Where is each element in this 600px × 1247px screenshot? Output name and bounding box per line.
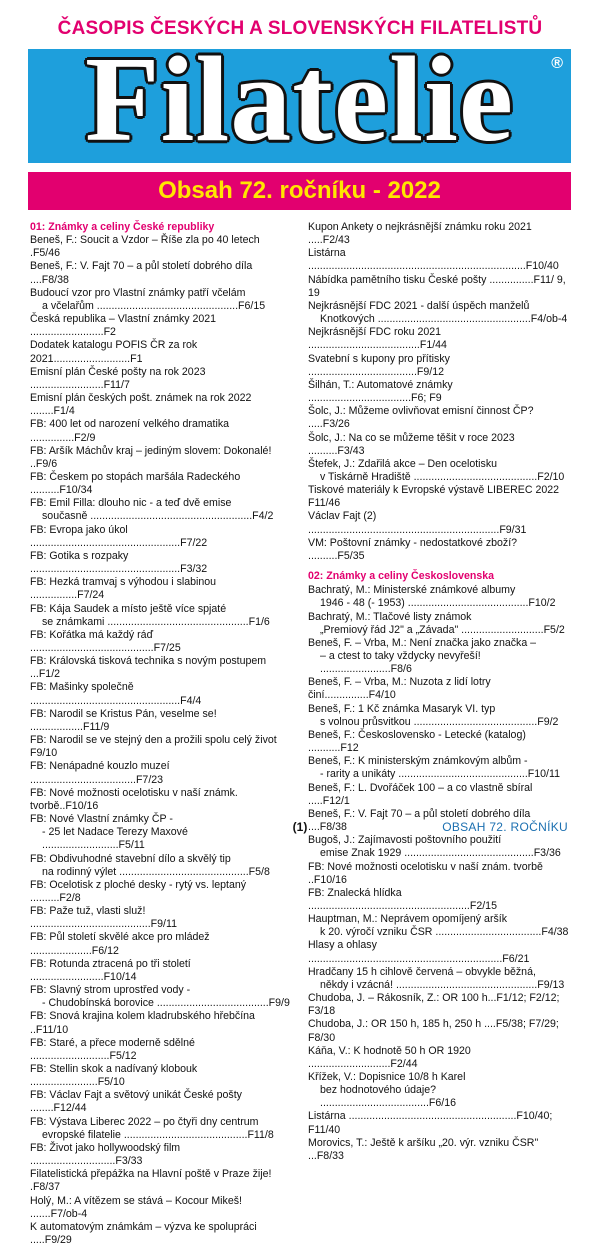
entry-continuation: evropské filatelie ..........................................F11/8 <box>42 1128 274 1141</box>
right-entries-b <box>308 584 571 1163</box>
entry-line: Emisní plán českých pošt. známek na rok 2022 ........F1/4 <box>30 392 252 418</box>
entry-line: Beneš, F. – Vrba, M.: Není značka jako značka – <box>308 636 537 649</box>
toc-entry <box>30 655 292 681</box>
toc-entry <box>30 497 292 523</box>
entry-line: Šilhán, T.: Automatové známky ...................................F6; F9 <box>308 378 453 405</box>
toc-entry <box>30 418 292 444</box>
entry-line: Bachratý, M.: Ministerské známkové albumy <box>308 584 516 597</box>
toc-entry <box>30 1142 292 1168</box>
toc-entry <box>308 1110 571 1136</box>
entry-line: Morovics, T.: Ještě k aršíku „20. výr. vzniku ČSR" ...F8/33 <box>308 1136 539 1162</box>
entry-line: Beneš, F.: L. Dvořáček 100 – a co vlastně sbíral .....F12/1 <box>308 781 533 807</box>
toc-entry <box>30 1063 292 1089</box>
section-heading: 02: Známky a celiny Československa <box>308 570 495 583</box>
toc-entry <box>30 260 292 286</box>
magazine-supertitle: ČASOPIS ČESKÝCH A SLOVENSKÝCH FILATELISTŮ <box>57 18 543 39</box>
toc-entry <box>30 958 292 984</box>
toc-entry <box>30 984 292 1010</box>
toc-entry <box>308 966 571 992</box>
section-heading: 01: Známky a celiny České republiky <box>30 221 215 233</box>
toc-entry <box>308 887 571 913</box>
entry-line: Tiskové materiály k Evropské výstavě LIBEREC 2022 F11/46 <box>308 484 560 510</box>
right-entries-a <box>308 221 571 563</box>
toc-entry <box>308 1045 571 1071</box>
toc-entry <box>30 392 292 418</box>
toc-entry <box>308 782 571 808</box>
toc-entry <box>308 1137 571 1163</box>
toc-entry <box>30 760 292 786</box>
toc-entry <box>308 992 571 1018</box>
entry-continuation: současně .......................................................F4/2 <box>42 510 274 523</box>
entry-line: FB: Gotika s rozpaky ...................................................F3/32 <box>30 549 208 576</box>
entry-line: Hlasy a ohlasy ..................................................................F6/21 <box>308 939 530 965</box>
entry-line: FB: 400 let od narození velkého dramatika ...............F2/9 <box>30 418 230 444</box>
entry-line: Chudoba, J.: OR 150 h, 185 h, 250 h ....F5/38; F7/29; F8/30 <box>308 1018 559 1044</box>
toc-entry <box>308 379 571 405</box>
toc-entry <box>30 879 292 905</box>
entry-continuation: někdy i vzácná! ................................................F9/13 <box>320 978 565 991</box>
entry-line: FB: Narodil se ve stejný den a prožili spolu celý život F9/10 <box>30 734 277 760</box>
entry-continuation: a včelařům ................................................F6/15 <box>42 299 266 312</box>
toc-entry <box>30 1089 292 1115</box>
entry-line: Beneš, F. – Vrba, M.: Nuzota z lidí lotry činí...............F4/10 <box>308 676 491 702</box>
toc-entry <box>308 458 571 484</box>
entry-line: VM: Poštovní známky - nedostatkové zboží? ..........F5/35 <box>308 536 518 562</box>
entry-continuation: – a ctest to taky vždycky nevyřeší! ........................F8/6 <box>320 650 481 676</box>
left-column <box>30 221 292 1247</box>
contents-subtitle: Obsah 72. ročníku - 2022 <box>158 177 441 204</box>
entry-line: Beneš, F.: V. Fajt 70 – a půl století dobrého díla ....F8/38 <box>308 807 531 834</box>
entry-line: FB: Nové možnosti ocelotisku v naší znám. tvorbě ..F10/16 <box>308 860 543 886</box>
entry-line: Listárna .........................................................F10/40; F11/40 <box>308 1110 553 1136</box>
entry-line: Nejkrásnější FDC 2021 - další úspěch manželů <box>308 299 530 312</box>
entry-continuation: se známkami ................................................F1/6 <box>42 615 270 628</box>
toc-entry <box>308 247 571 273</box>
toc-entry <box>308 300 571 326</box>
toc-entry <box>308 1071 571 1110</box>
entry-line: FB: Výstava Liberec 2022 – po čtyři dny centrum <box>30 1115 259 1128</box>
entry-line: Beneš, F.: Soucit a Vzdor – Říše zla po 40 letech .F5/46 <box>30 234 260 260</box>
entry-line: Bachratý, M.: Tlačové listy známok <box>308 610 472 623</box>
toc-entry <box>30 1168 292 1194</box>
entry-line: FB: Kája Saudek a místo ještě více spjaté <box>30 602 227 615</box>
entry-line: FB: Nové Vlastní známky ČP - <box>30 813 173 826</box>
entry-continuation: v Tiskárně Hradiště ..........................................F2/10 <box>320 470 565 483</box>
toc-entry <box>308 274 571 300</box>
toc-entry <box>308 432 571 458</box>
toc-entry <box>30 931 292 957</box>
toc-entry <box>30 1221 292 1247</box>
entry-line: FB: Nenápadné kouzlo muzeí ....................................F7/23 <box>30 760 170 786</box>
entry-line: FB: Českem po stopách maršála Radeckého ..........F10/34 <box>30 470 241 497</box>
entry-line: Nejkrásnější FDC roku 2021 ......................................F1/44 <box>308 326 447 352</box>
entry-continuation: s volnou průsvitkou ..........................................F9/2 <box>320 715 559 728</box>
entry-line: Dodatek katalogu POFIS ČR za rok 2021..........................F1 <box>30 339 198 365</box>
entry-line: FB: Půl století skvělé akce pro mládež .....................F6/12 <box>30 931 210 957</box>
entry-line: FB: Paže tuž, vlasti služ! .........................................F9/11 <box>30 905 177 931</box>
toc-entry <box>30 339 292 365</box>
footer-label: OBSAH 72. ROČNÍKU <box>442 820 568 834</box>
entry-line: Chudoba, J. – Rákosník, Z.: OR 100 h...F1/12; F2/12; F3/18 <box>308 992 560 1018</box>
logo-banner <box>28 32 571 167</box>
toc-entry <box>30 734 292 760</box>
entry-line: Bugoš, J.: Zajímavosti poštovního použití <box>308 834 502 847</box>
toc-entry <box>30 471 292 497</box>
toc-entry <box>308 484 571 510</box>
entry-line: FB: Aršík Máchův kraj – jediným slovem: Dokonalé! ..F9/6 <box>30 444 272 470</box>
entry-line: FB: Rotunda ztracená po tři století .........................F10/14 <box>30 957 191 983</box>
toc-entry <box>308 729 571 755</box>
entry-line: FB: Život jako hollywoodský film .............................F3/33 <box>30 1141 181 1168</box>
entry-line: Holý, M.: A vítězem se stává – Kocour Mikeš! .......F7/ob-4 <box>30 1194 242 1220</box>
toc-entry <box>30 287 292 313</box>
entry-line: FB: Václav Fajt a světový unikát České pošty ........F12/44 <box>30 1089 242 1115</box>
toc-entry <box>308 637 571 676</box>
entry-continuation: - Chudobínská borovice ......................................F9/9 <box>42 997 290 1010</box>
entry-line: FB: Královská tisková technika s novým postupem ...F1/2 <box>30 655 267 681</box>
entry-continuation: Knotkových ....................................................F4/ob-4 <box>320 313 568 326</box>
entry-line: FB: Stellin skok a nadívaný klobouk .......................F5/10 <box>30 1063 198 1089</box>
entry-line: Nábídka pamětního tisku České pošty ...............F11/ 9, 19 <box>308 273 566 299</box>
entry-continuation: emise Znak 1929 ............................................F3/36 <box>320 847 561 860</box>
entry-line: Šolc, J.: Na co se můžeme těšit v roce 2023 ..........F3/43 <box>308 431 515 457</box>
toc-entry <box>308 510 571 536</box>
entry-continuation: k 20. výročí vzniku ČSR ....................................F4/38 <box>320 926 569 939</box>
entry-line: Beneš, F.: 1 Kč známka Masaryk VI. typ <box>308 702 496 715</box>
page-number: (1) <box>292 820 308 834</box>
toc-entry <box>308 755 571 781</box>
filatelie-logo: Filatelie <box>84 32 515 167</box>
entry-line: FB: Narodil se Kristus Pán, veselme se! ..................F11/9 <box>30 707 217 733</box>
entry-line: Emisní plán České pošty na rok 2023 .........................F11/7 <box>30 365 206 391</box>
entry-line: Křížek, V.: Dopisnice 10/8 h Karel <box>308 1071 466 1083</box>
entry-line: FB: Hezká tramvaj s výhodou i slabinou ................F7/24 <box>30 576 217 602</box>
entry-line: Václav Fajt (2) .................................................................F9/31 <box>308 510 527 536</box>
entry-line: FB: Kořátka má každý ráď ..........................................F7/25 <box>30 628 181 654</box>
entry-continuation: bez hodnotového údaje? .....................................F6/16 <box>320 1084 456 1110</box>
toc-entry <box>308 861 571 887</box>
entry-continuation: - rarity a unikáty ............................................F10/11 <box>320 768 560 781</box>
entry-continuation: na rodinný výlet ............................................F5/8 <box>42 865 270 878</box>
toc-entry <box>308 405 571 431</box>
entry-line: Listárna ..........................................................................F10/40 <box>308 247 559 273</box>
entry-line: Beneš, F.: V. Fajt 70 – a půl století dobrého díla ....F8/38 <box>30 260 253 286</box>
registered-mark: ® <box>551 55 563 72</box>
entry-line: K automatovým známkám – výzva ke spolupráci .....F9/29 <box>30 1220 257 1247</box>
toc-entry <box>308 939 571 965</box>
toc-entry <box>30 813 292 852</box>
toc-entry <box>308 676 571 702</box>
entry-continuation: 1946 - 48 (- 1953) .........................................F10/2 <box>320 597 556 610</box>
entry-line: FB: Ocelotisk z ploché desky - rytý vs. leptaný ..........F2/8 <box>30 878 247 904</box>
toc-entry <box>30 234 292 260</box>
toc-entry <box>30 1010 292 1036</box>
entry-line: FB: Snová krajina kolem kladrubského hřebčína ..F11/10 <box>30 1010 255 1036</box>
toc-entry <box>30 366 292 392</box>
entry-line: Hauptman, M.: Neprávem opomíjený aršík <box>308 913 508 926</box>
toc-entry <box>30 603 292 629</box>
toc-entry <box>30 853 292 879</box>
entry-line: Beneš, F.: K ministerským známkovým albům - <box>308 755 528 768</box>
toc-entry <box>30 1116 292 1142</box>
entry-line: FB: Znalecká hlídka .......................................................F2/15 <box>308 886 497 912</box>
entry-line: Šolc, J.: Můžeme ovlivňovat emisní činnost ČP? .....F3/26 <box>308 405 534 431</box>
entry-line: Budoucí vzor pro Vlastní známky patří včelám <box>30 286 246 299</box>
toc-entry <box>30 708 292 734</box>
toc-entry <box>30 524 292 550</box>
entry-line: FB: Evropa jako úkol ...................................................F7/22 <box>30 523 208 549</box>
entry-line: FB: Slavný strom uprostřed vody - <box>30 984 191 997</box>
toc-entry <box>308 584 571 610</box>
toc-entry <box>308 326 571 352</box>
entry-line: FB: Obdivuhodné stavební dílo a skvělý tip <box>30 852 231 865</box>
toc-entry <box>308 703 571 729</box>
subtitle-bar <box>28 172 571 210</box>
entry-line: Česká republika – Vlastní známky 2021 .........................F2 <box>30 313 217 339</box>
toc-entry <box>308 221 571 247</box>
entry-line: FB: Nové možnosti ocelotisku v naší známk. tvorbě..F10/16 <box>30 786 238 812</box>
toc-entry <box>30 905 292 931</box>
toc-entry <box>308 537 571 563</box>
entry-line: FB: Mašinky společně ...................................................F4/4 <box>30 681 202 707</box>
toc-entry <box>308 353 571 379</box>
entry-continuation: „Premiový řád J2" a „Závada" ............................F5/2 <box>320 623 565 636</box>
toc-entry <box>30 1195 292 1221</box>
entry-line: Štefek, J.: Zdařilá akce – Den ocelotisku <box>308 457 498 470</box>
toc-entry <box>30 681 292 707</box>
entry-line: Káňa, V.: K hodnotě 50 h OR 1920 ............................F2/44 <box>308 1044 471 1070</box>
entry-continuation: - 25 let Nadace Terezy Maxové ..........................F5/11 <box>42 826 188 852</box>
toc-entry <box>308 1018 571 1044</box>
toc-entry <box>30 629 292 655</box>
toc-entry <box>30 1037 292 1063</box>
toc-entry <box>30 550 292 576</box>
entry-line: Kupon Ankety o nejkrásnější známku roku 2021 .....F2/43 <box>308 221 532 247</box>
entry-line: FB: Emil Filla: dlouho nic - a teď dvě emise <box>30 497 232 510</box>
entry-line: Filatelistická přepážka na Hlavní poště v Praze žije! .F8/37 <box>30 1168 272 1194</box>
entry-line: Hradčany 15 h cihlově červená – obvykle běžná, <box>308 965 536 978</box>
toc-entry <box>308 913 571 939</box>
toc-entry <box>308 834 571 860</box>
entry-line: Svatební s kupony pro přítisky .....................................F9/12 <box>308 352 450 378</box>
entry-line: FB: Staré, a přece moderně sdělné ...........................F5/12 <box>30 1036 195 1062</box>
entry-line: Beneš, F.: Československo - Letecké (katalog) ...........F12 <box>308 728 526 755</box>
toc-entry <box>30 313 292 339</box>
right-column <box>308 221 571 1163</box>
toc-entry <box>30 445 292 471</box>
toc-entry <box>30 787 292 813</box>
toc-entry <box>308 611 571 637</box>
toc-entry <box>30 576 292 602</box>
